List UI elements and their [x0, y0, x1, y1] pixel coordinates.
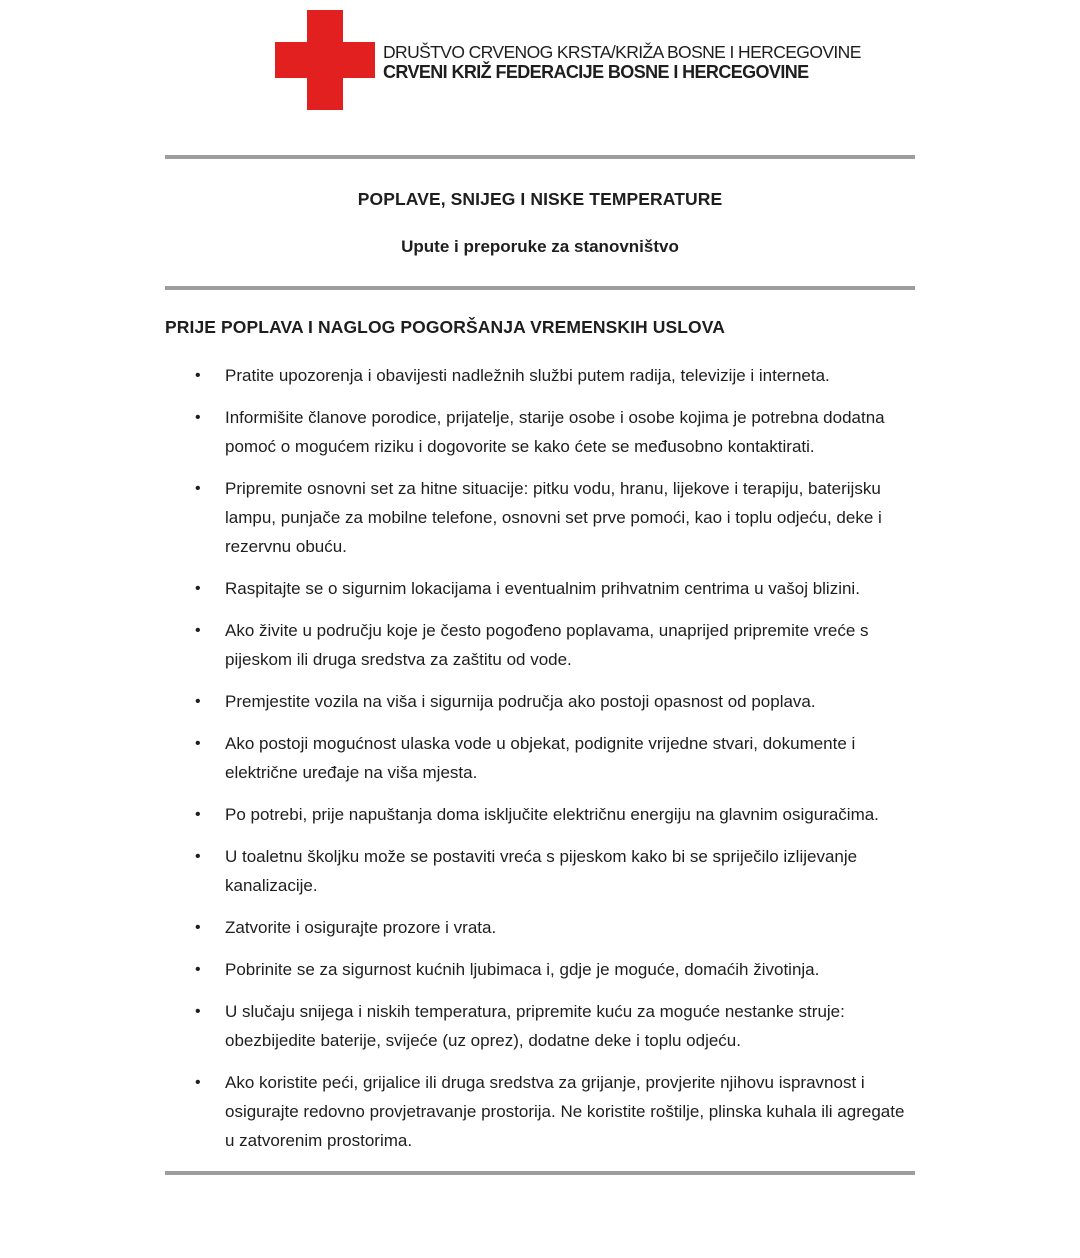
top-divider [165, 155, 915, 159]
title-divider [165, 286, 915, 290]
bullet-icon: • [195, 622, 201, 639]
list-item [165, 955, 915, 984]
bullet-icon: • [195, 961, 201, 978]
list-item [165, 361, 915, 390]
bullet-icon: • [195, 367, 201, 384]
list-item-text: Premjestite vozila na viša i sigurnija područja ako postoji opasnost od poplava. [225, 692, 816, 711]
list-item [165, 1068, 915, 1155]
list-item [165, 997, 915, 1055]
section-heading: PRIJE POPLAVA I NAGLOG POGORŠANJA VREMENSKIH USLOVA [165, 317, 725, 337]
organization-name [383, 43, 861, 82]
list-item [165, 842, 915, 900]
list-item [165, 616, 915, 674]
list-item-text: Ako postoji mogućnost ulaska vode u objekat, podignite vrijedne stvari, dokumente i električne uređaje na viša mjesta. [225, 734, 856, 782]
bullet-icon: • [195, 1003, 201, 1020]
bullet-icon: • [195, 693, 201, 710]
list-item [165, 574, 915, 603]
list-item [165, 729, 915, 787]
list-item [165, 913, 915, 942]
bullet-icon: • [195, 848, 201, 865]
document-subtitle: Upute i preporuke za stanovništvo [401, 237, 679, 256]
document-header [165, 10, 915, 110]
organization-name-line1: DRUŠTVO CRVENOG KRSTA/KRIŽA BOSNE I HERCEGOVINE [383, 42, 861, 62]
red-cross-horizontal-bar [275, 42, 375, 78]
bullet-icon: • [195, 580, 201, 597]
list-item-text: Zatvorite i osigurajte prozore i vrata. [225, 918, 497, 937]
document-content [165, 0, 915, 1175]
list-item-text: Ako živite u području koje je često pogođeno poplavama, unaprijed pripremite vreće s pijeskom ili druga sredstva za zaštitu od vode. [225, 621, 869, 669]
bullet-icon: • [195, 806, 201, 823]
list-item [165, 403, 915, 461]
list-item [165, 687, 915, 716]
bullet-icon: • [195, 480, 201, 497]
list-item-text: U slučaju snijega i niskih temperatura, pripremite kuću za moguće nestanke struje: obezbijedite baterije, svijeće (uz oprez), dodatne deke i toplu odjeću. [225, 1002, 845, 1050]
bottom-divider [165, 1171, 915, 1175]
bullet-icon: • [195, 919, 201, 936]
bullet-icon: • [195, 409, 201, 426]
list-item-text: Pratite upozorenja i obavijesti nadležnih službi putem radija, televizije i interneta. [225, 366, 830, 385]
list-item-text: U toaletnu školjku može se postaviti vreća s pijeskom kako bi se spriječilo izlijevanje kanalizacije. [225, 847, 858, 895]
list-item-text: Pripremite osnovni set za hitne situacije: pitku vodu, hranu, lijekove i terapiju, baterijsku lampu, punjače za mobilne telefone, osnovni set prve pomoći, kao i toplu odjeću, deke i rezervnu obuću. [225, 479, 882, 556]
list-item [165, 800, 915, 829]
organization-name-line2: CRVENI KRIŽ FEDERACIJE BOSNE I HERCEGOVINE [383, 62, 809, 82]
list-item-text: Ako koristite peći, grijalice ili druga sredstva za grijanje, provjerite njihovu ispravnost i osigurajte redovno provjetravanje prostorija. Ne koristite roštilje, plinska kuhala ili agregate u zatvorenim prostorima. [225, 1073, 905, 1150]
bullet-list [165, 361, 915, 1155]
bullet-icon: • [195, 1074, 201, 1091]
list-item-text: Informišite članove porodice, prijatelje, starije osobe i osobe kojima je potrebna dodatna pomoć o mogućem riziku i dogovorite se kako ćete se međusobno kontaktirati. [225, 408, 885, 456]
document-title: POPLAVE, SNIJEG I NISKE TEMPERATURE [357, 189, 723, 209]
red-cross-icon [275, 10, 375, 110]
list-item-text: Po potrebi, prije napuštanja doma isključite električnu energiju na glavnim osiguračima. [225, 805, 879, 824]
list-item-text: Pobrinite se za sigurnost kućnih ljubimaca i, gdje je moguće, domaćih životinja. [225, 960, 820, 979]
bullet-icon: • [195, 735, 201, 752]
list-item [165, 474, 915, 561]
list-item-text: Raspitajte se o sigurnim lokacijama i eventualnim prihvatnim centrima u vašoj blizini. [225, 579, 860, 598]
